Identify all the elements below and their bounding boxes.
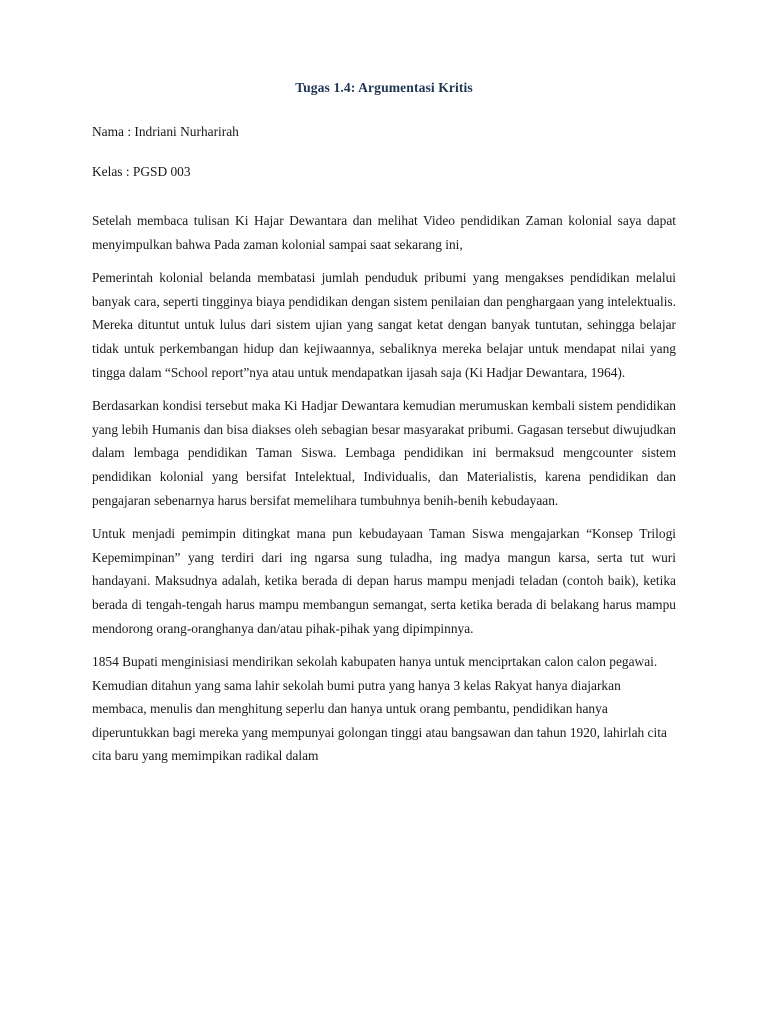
paragraph-taman-siswa: Berdasarkan kondisi tersebut maka Ki Hadjar Dewantara kemudian merumuskan kembali sistem pendidikan yang lebih Humanis dan bisa diakses oleh sebagian besar masyarakat pribumi. Gagasan tersebut diwujudkan dalam lembaga pendidikan Taman Siswa. Lembaga pendidikan ini bermaksud mengcounter sistem pendidikan kolonial yang bersifat Intelektual, Individualis, dan Materialistis, karena pendidikan dan pengajaran sebenarnya harus bersifat memelihara tumbuhnya benih-benih kebudayaan. (92, 398, 676, 508)
paragraph-leadership-trilogy: Untuk menjadi pemimpin ditingkat mana pun kebudayaan Taman Siswa mengajarkan “Konsep Trilogi Kepemimpinan” yang terdiri dari ing ngarsa sung tuladha, ing madya mangun karsa, serta tut wuri handayani. Maksudnya adalah, ketika berada di depan harus mampu menjadi teladan (contoh baik), ketika berada di tengah-tengah harus mampu membangun semangat, serta ketika berada di belakang harus mampu mendorong orang-oranghanya dan/atau pihak-pihak yang dipimpinnya. (92, 526, 676, 636)
paragraph-colonial-policy: Pemerintah kolonial belanda membatasi jumlah penduduk pribumi yang mengakses pendidikan melalui banyak cara, seperti tingginya biaya pendidikan dengan sistem penilaian dan penghargaan yang intelektualis. Mereka dituntut untuk lulus dari sistem ujian yang sangat ketat dengan banyak tuntutan, sehingga belajar tidak untuk perkembangan hidup dan kejiwaannya, sebaliknya mereka belajar untuk mendapat nilai yang tingga dalam “School report”nya atau untuk mendapatkan ijasah saja (Ki Hadjar Dewantara, 1964). (92, 270, 676, 380)
paragraph-intro: Setelah membaca tulisan Ki Hajar Dewantara dan melihat Video pendidikan Zaman kolonial saya dapat menyimpulkan bahwa Pada zaman kolonial sampai saat sekarang ini, (92, 213, 676, 252)
student-class-line: Kelas : PGSD 003 (92, 164, 191, 179)
document-title: Tugas 1.4: Argumentasi Kritis (295, 80, 473, 95)
paragraph-history-1854: 1854 Bupati menginisiasi mendirikan sekolah kabupaten hanya untuk menciprtakan calon calon pegawai. Kemudian ditahun yang sama lahir sekolah bumi putra yang hanya 3 kelas Rakyat hanya diajarkan membaca, menulis dan menghitung seperlu dan hanya untuk orang pembantu, pendidikan hanya diperuntukkan bagi mereka yang mempunyai golongan tinggi atau bangsawan dan tahun 1920, lahirlah cita cita baru yang memimpikan radikal dalam (92, 654, 667, 764)
document-body (92, 209, 676, 778)
student-name-line: Nama : Indriani Nurharirah (92, 124, 239, 139)
